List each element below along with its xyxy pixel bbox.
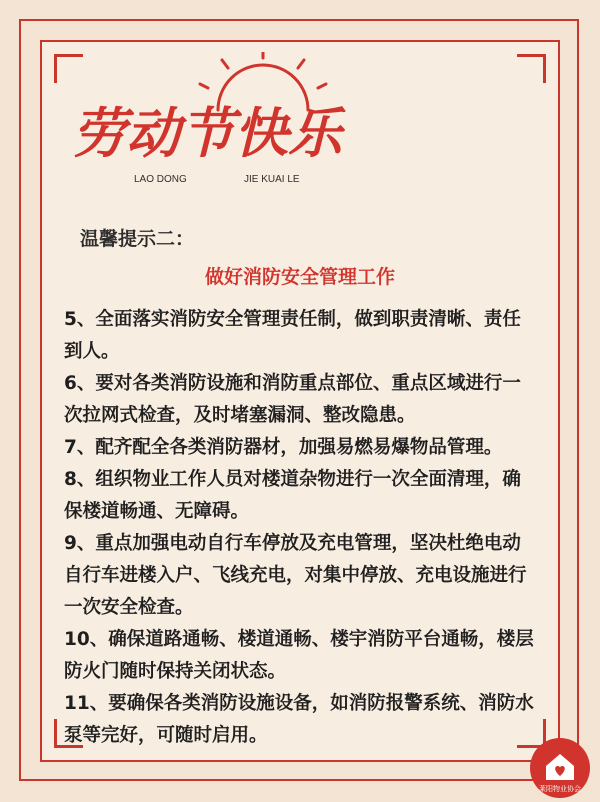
banner-pinyin-left: LAO DONG	[134, 174, 187, 185]
tip-item: 8、组织物业工作人员对楼道杂物进行一次全面清理，确保楼道畅通、无障碍。	[64, 469, 521, 522]
banner-title: 劳动节快乐	[72, 101, 342, 165]
corner-ornament	[517, 54, 546, 83]
tip-item: 7、配齐配全各类消防器材，加强易燃易爆物品管理。	[64, 437, 503, 458]
tip-item: 9、重点加强电动自行车停放及充电管理，坚决杜绝电动自行车进楼入户、飞线充电，对集中停放、充电设施进行一次安全检查。	[64, 533, 527, 618]
tip-item: 6、要对各类消防设施和消防重点部位、重点区域进行一次拉网式检查，及时堵塞漏洞、整改隐患。	[64, 373, 521, 426]
tips-list	[64, 304, 539, 752]
labor-day-banner	[68, 52, 378, 192]
association-logo	[528, 736, 592, 800]
tip-item: 10、确保道路通畅、楼道通畅、楼宇消防平台通畅，楼层防火门随时保持关闭状态。	[64, 629, 534, 682]
section-subtitle: 做好消防安全管理工作	[204, 266, 395, 288]
banner-pinyin-right: JIE KUAI LE	[244, 174, 300, 185]
tip-item: 11、要确保各类消防设施设备，如消防报警系统、消防水泵等完好，可随时启用。	[64, 693, 534, 746]
tip-item: 5、全面落实消防安全管理责任制，做到职责清晰、责任到人。	[64, 309, 521, 362]
logo-text: 莱阳物业协会	[539, 785, 581, 793]
greeting-heading: 温馨提示二：	[80, 228, 195, 250]
